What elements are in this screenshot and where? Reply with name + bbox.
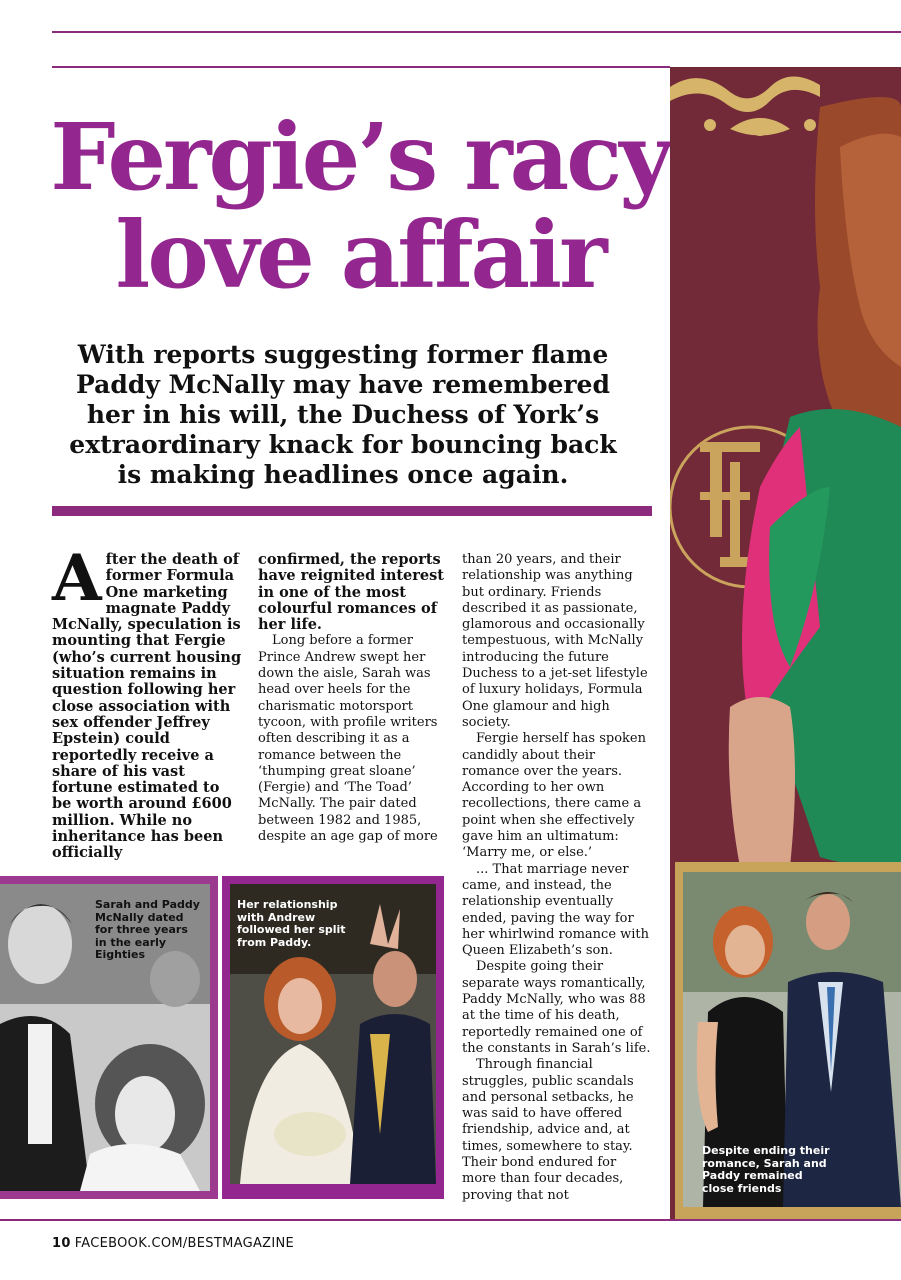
headline-line-1: Fergie’s racy bbox=[50, 103, 670, 211]
caption-photo-1: Sarah and Paddy McNally dated for three years in the early Eighties bbox=[95, 898, 200, 961]
caption-photo-2: Her relationship with Andrew followed her split from Paddy. bbox=[237, 898, 346, 949]
footer-rule bbox=[0, 1219, 901, 1221]
page-footer bbox=[52, 1236, 294, 1251]
top-rule bbox=[52, 31, 901, 33]
standfirst: With reports suggesting former flame Paddy McNally may have remembered her in his will, the Duchess of York’s extraordinary knack for bouncing back is making headlines once again. bbox=[69, 340, 617, 489]
column-2-lead: confirmed, the reports have reignited interest in one of the most colourful romances of her life. bbox=[258, 551, 445, 634]
column-1-text: fter the death of former Formula One marketing magnate Paddy McNally, speculation is mounting that Fergie (who’s current housing situation remains in question following her close association with sex offender Jeffrey Epstein) could reportedly receive a share of his vast fortune estimated to be worth around £600 million. While no inheritance has been officially bbox=[52, 551, 242, 862]
column-2-paragraph: Long before a former Prince Andrew swept her down the aisle, Sarah was head over heels for the charismatic motorsport tycoon, with profile writers often describing it as a romance between the ‘thumping great sloane’ (Fergie) and ‘The Toad’ McNally. The pair dated between 1982 and 1985, despite an age gap of more bbox=[258, 633, 438, 845]
headline bbox=[40, 103, 680, 309]
page-number: 10 bbox=[52, 1236, 71, 1251]
column-3-paragraph-5: Through financial struggles, public scandals and personal setbacks, he was said to have offered friendship, advice and, at times, somewhere to stay. Their bond endured for more than four decades, proving that not bbox=[462, 1057, 634, 1203]
caption-photo-3: Despite ending their romance, Sarah and Paddy remained close friends bbox=[702, 1144, 830, 1195]
column-3-paragraph-2: Fergie herself has spoken candidly about their romance over the years. According to her own recollections, there came a point when she effectively gave him an ultimatum: ‘Marry me, or else.’ bbox=[462, 731, 646, 861]
drop-cap: A bbox=[52, 541, 102, 616]
header-rule bbox=[52, 66, 670, 68]
article-column-3 bbox=[462, 552, 654, 1204]
column-3-paragraph-4: Despite going their separate ways romantically, Paddy McNally, who was 88 at the time of his death, reportedly remained one of the constants in Sarah’s life. bbox=[462, 959, 651, 1056]
section-divider bbox=[52, 506, 652, 516]
column-3-paragraph-1: than 20 years, and their relationship was anything but ordinary. Friends described it as passionate, glamorous and occasionally tempestuous, with McNally introducing the future Duchess to a jet-set lifestyle of luxury holidays, Formula One glamour and high society. bbox=[462, 552, 648, 730]
article-column-1 bbox=[52, 541, 242, 862]
column-3-paragraph-3: ... That marriage never came, and instead, the relationship eventually ended, paving the way for her whirlwind romance with Queen Elizabeth’s son. bbox=[462, 861, 650, 959]
headline-line-2: love affair bbox=[115, 201, 605, 309]
footer-url[interactable]: FACEBOOK.COM/BESTMAGAZINE bbox=[74, 1236, 295, 1251]
article-column-2 bbox=[258, 552, 448, 845]
